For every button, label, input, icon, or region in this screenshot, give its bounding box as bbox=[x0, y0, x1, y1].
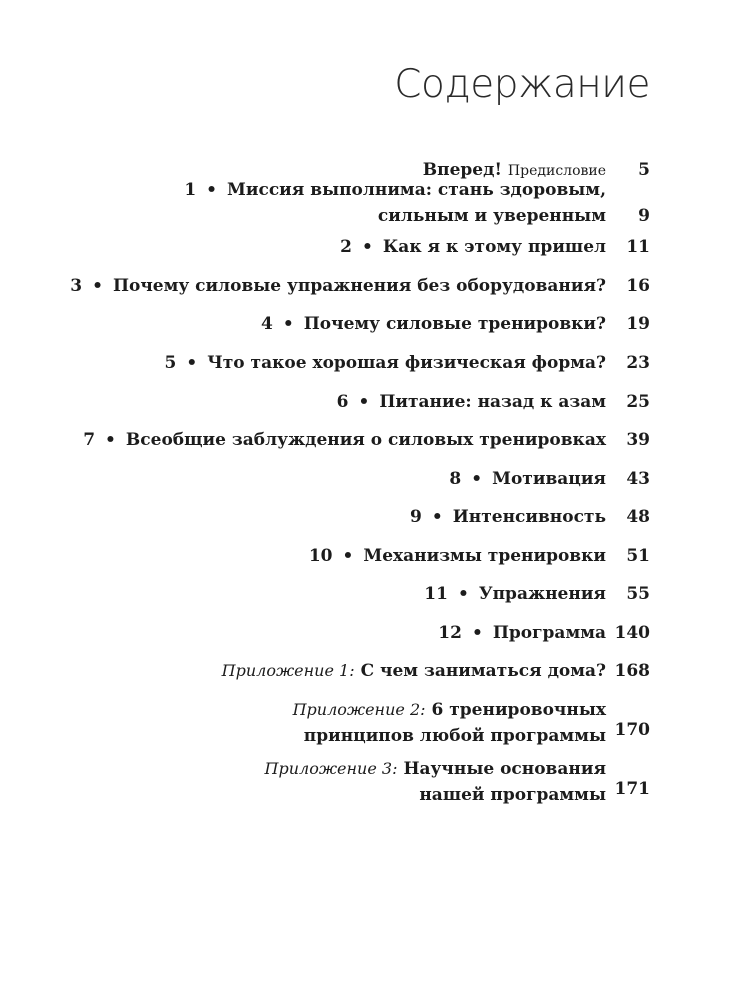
toc-page-number: 48 bbox=[626, 507, 650, 527]
toc-entry-text bbox=[309, 543, 606, 569]
chapter-title: Программа bbox=[492, 623, 606, 643]
chapter-number: 4 bbox=[261, 314, 273, 334]
toc-page-number: 23 bbox=[626, 353, 650, 373]
chapter-title: Всеобщие заблуждения о силовых тренировках bbox=[125, 430, 606, 450]
chapter-number: 5 bbox=[164, 353, 177, 373]
toc-entry-text bbox=[261, 311, 606, 337]
bullet-separator: • bbox=[342, 546, 354, 566]
toc-entry-text bbox=[265, 756, 606, 808]
chapter-number: 8 bbox=[449, 469, 462, 489]
toc-entry-text bbox=[83, 427, 606, 453]
bullet-separator: • bbox=[358, 392, 370, 412]
bullet-separator: • bbox=[361, 237, 373, 257]
toc-entry-text bbox=[293, 697, 606, 749]
chapter-number: 1 bbox=[184, 180, 197, 200]
chapter-number: 7 bbox=[83, 430, 96, 450]
toc-page-number: 171 bbox=[614, 779, 650, 799]
appendix-label: Приложение 2: bbox=[292, 700, 426, 719]
appendix-label: Приложение 3: bbox=[264, 759, 398, 778]
toc-entry-text bbox=[70, 273, 606, 299]
bullet-separator: • bbox=[431, 507, 443, 527]
preface-subtitle: Предисловие bbox=[507, 163, 606, 179]
chapter-number: 9 bbox=[410, 507, 422, 527]
toc-page-number: 170 bbox=[614, 720, 650, 740]
toc-page-number: 51 bbox=[626, 546, 650, 566]
toc-page-number: 55 bbox=[626, 584, 650, 604]
toc-entry-text bbox=[184, 177, 606, 229]
toc-entry-text bbox=[337, 389, 606, 415]
toc-entry-text bbox=[449, 466, 606, 492]
toc-page-number: 19 bbox=[626, 314, 650, 334]
bullet-separator: • bbox=[282, 314, 294, 334]
bullet-separator: • bbox=[206, 180, 218, 200]
toc-page-number: 39 bbox=[626, 430, 650, 450]
toc-entry-text bbox=[424, 581, 606, 607]
chapter-title-line-1: Миссия выполнима: стань здоровым, bbox=[227, 180, 606, 200]
chapter-number: 11 bbox=[424, 584, 448, 604]
appendix-title-line-1: 6 тренировочных bbox=[431, 700, 606, 720]
chapter-number: 2 bbox=[340, 237, 352, 257]
toc-entry-text bbox=[165, 350, 606, 376]
toc-page-number: 140 bbox=[614, 623, 650, 643]
chapter-title: Мотивация bbox=[492, 469, 606, 489]
chapter-title: Почему силовые упражнения без оборудования? bbox=[112, 276, 606, 296]
chapter-number: 12 bbox=[438, 623, 462, 643]
chapter-title: Питание: назад к азам bbox=[379, 392, 606, 412]
chapter-number: 3 bbox=[70, 276, 83, 296]
chapter-title: Как я к этому пришел bbox=[382, 237, 606, 257]
chapter-title: Что такое хорошая физическая форма? bbox=[207, 353, 606, 373]
bullet-separator: • bbox=[186, 353, 198, 373]
bullet-separator: • bbox=[471, 623, 483, 643]
appendix-title-line-1: Научные основания bbox=[403, 759, 606, 779]
appendix-title-line-2: принципов любой программы bbox=[303, 726, 606, 746]
toc-page-number: 9 bbox=[638, 206, 650, 226]
appendix-title-line-2: нашей программы bbox=[419, 785, 606, 805]
toc-entry-text bbox=[222, 658, 606, 684]
toc-page-number: 16 bbox=[626, 276, 650, 296]
chapter-title: Почему силовые тренировки? bbox=[303, 314, 606, 334]
toc-page-number: 5 bbox=[638, 160, 650, 180]
toc-entry-text bbox=[340, 234, 606, 260]
bullet-separator: • bbox=[105, 430, 116, 450]
appendix-title: С чем заниматься дома? bbox=[360, 661, 606, 681]
toc-page-number: 11 bbox=[626, 237, 650, 257]
preface-title: Вперед! bbox=[422, 160, 502, 180]
chapter-title: Механизмы тренировки bbox=[363, 546, 606, 566]
toc-page-number: 25 bbox=[626, 392, 650, 412]
chapter-number: 6 bbox=[336, 392, 349, 412]
toc-page-number: 43 bbox=[626, 469, 650, 489]
bullet-separator: • bbox=[471, 469, 483, 489]
toc-entry-text bbox=[438, 620, 606, 646]
toc-page-number: 168 bbox=[614, 661, 650, 681]
chapter-title-line-2: сильным и уверенным bbox=[377, 206, 606, 226]
toc-entry-text bbox=[410, 504, 606, 530]
chapter-title: Упражнения bbox=[478, 584, 606, 604]
bullet-separator: • bbox=[457, 584, 469, 604]
chapter-title: Интенсивность bbox=[452, 507, 606, 527]
appendix-label: Приложение 1: bbox=[221, 661, 355, 680]
bullet-separator: • bbox=[92, 276, 103, 296]
page-title: Содержание bbox=[394, 62, 650, 107]
chapter-number: 10 bbox=[308, 546, 333, 566]
